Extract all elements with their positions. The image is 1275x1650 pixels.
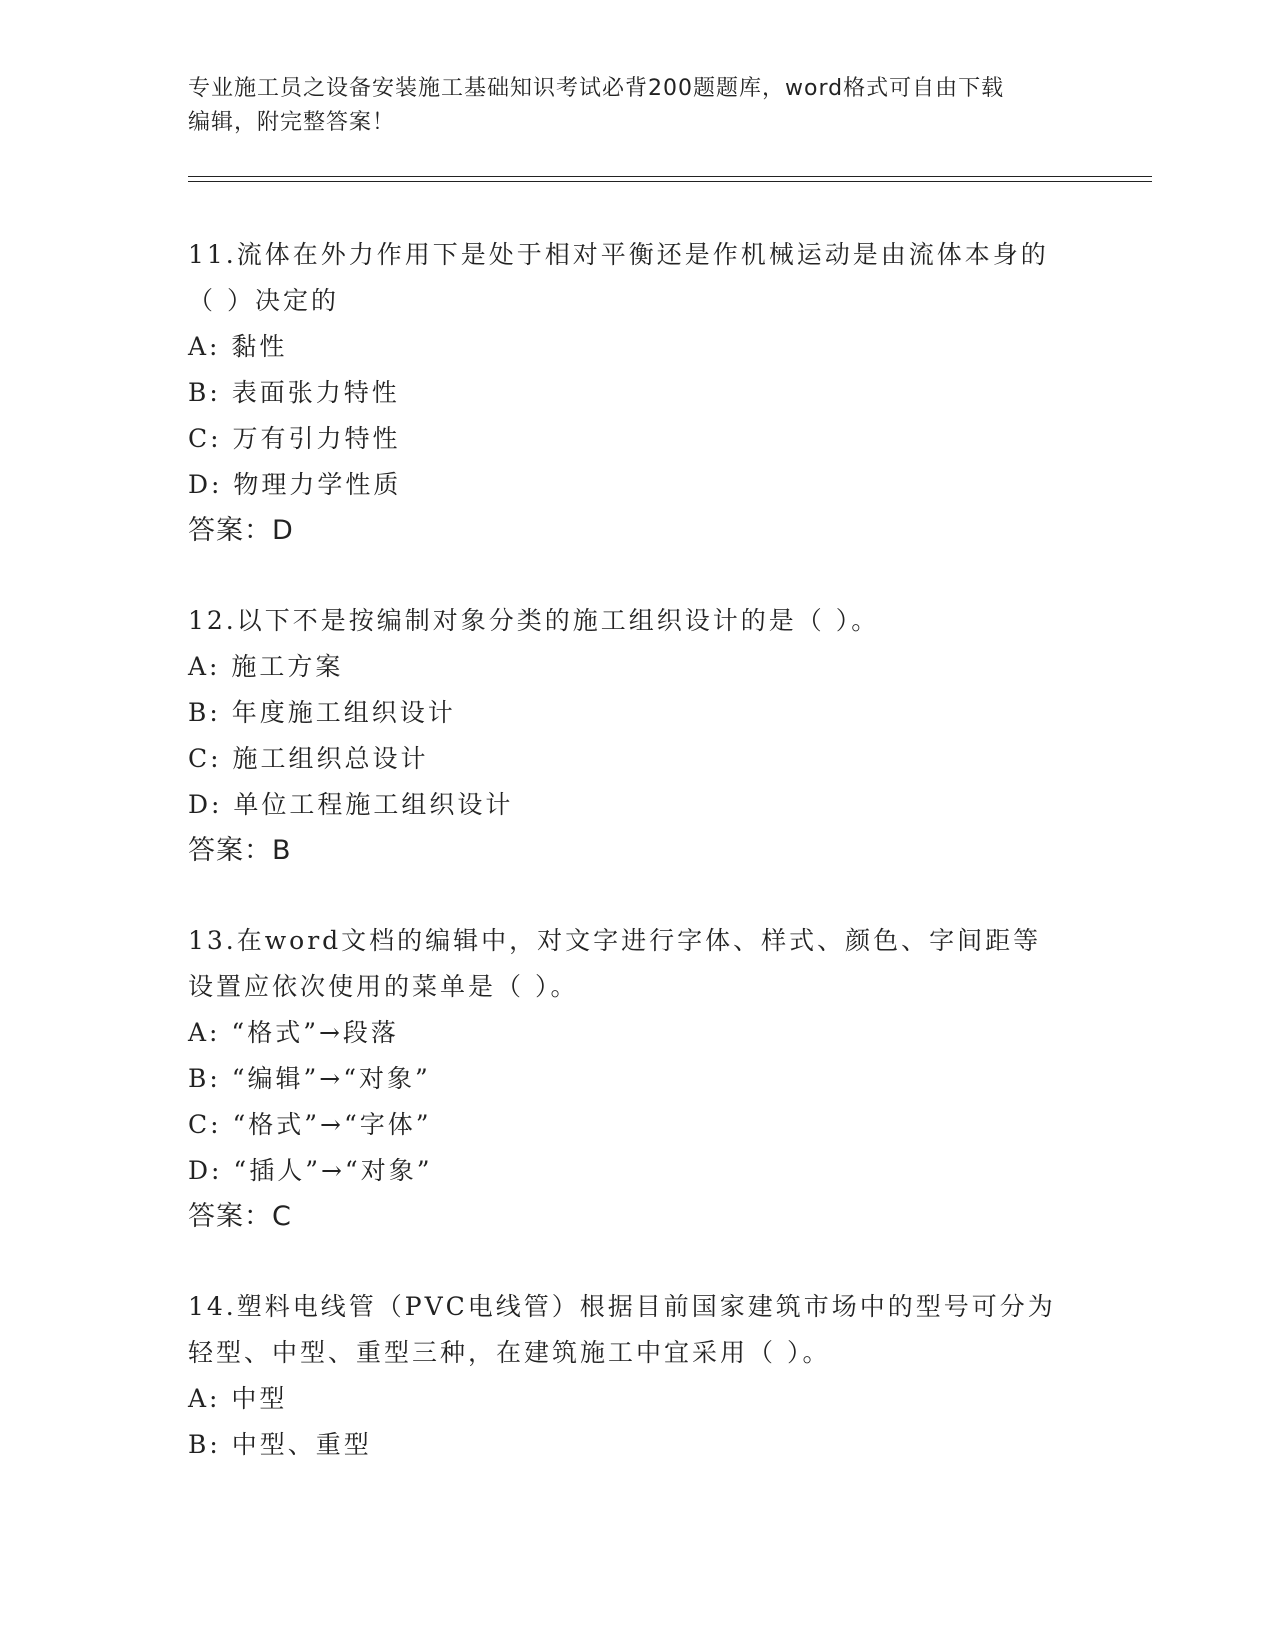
answer-option: D: 单位工程施工组织设计: [188, 790, 514, 819]
answer-key: 答案：D: [188, 515, 294, 546]
answer-option: C: “格式”→“字体”: [188, 1110, 432, 1139]
answer-option: D: 物理力学性质: [188, 470, 402, 499]
header-line-2: 编辑，附完整答案！: [188, 110, 396, 135]
question-12: [188, 598, 1088, 874]
answer-option: C: 万有引力特性: [188, 424, 401, 453]
question-text: 13.在word文档的编辑中，对文字进行字体、样式、颜色、字间距等: [188, 926, 1042, 955]
answer-option: A: “格式”→段落: [188, 1018, 399, 1047]
question-11: [188, 232, 1088, 554]
question-text: 11.流体在外力作用下是处于相对平衡还是作机械运动是由流体本身的: [188, 240, 1049, 269]
answer-option: C: 施工组织总设计: [188, 744, 429, 773]
question-text: （ ）决定的: [188, 286, 339, 315]
question-text: 轻型、中型、重型三种，在建筑施工中宜采用（ ）。: [188, 1338, 831, 1367]
question-13: [188, 918, 1088, 1240]
answer-key: 答案：B: [188, 835, 292, 866]
answer-option: A: 中型: [188, 1384, 288, 1413]
answer-option: A: 黏性: [188, 332, 288, 361]
answer-key: 答案：C: [188, 1201, 292, 1232]
question-14: [188, 1284, 1088, 1468]
answer-option: B: 中型、重型: [188, 1430, 372, 1459]
header-divider-top: [188, 176, 1152, 177]
question-text: 设置应依次使用的菜单是（ ）。: [188, 972, 579, 1001]
question-list: [188, 232, 1088, 1512]
answer-option: B: “编辑”→“对象”: [188, 1064, 431, 1093]
question-text: 14.塑料电线管（PVC电线管）根据目前国家建筑市场中的型号可分为: [188, 1292, 1056, 1321]
answer-option: A: 施工方案: [188, 652, 344, 681]
document-header: [188, 72, 1088, 140]
header-divider-bottom: [188, 181, 1152, 182]
header-line-1: 专业施工员之设备安装施工基础知识考试必背200题题库，word格式可自由下载: [188, 76, 1005, 101]
answer-option: B: 年度施工组织设计: [188, 698, 456, 727]
answer-option: B: 表面张力特性: [188, 378, 400, 407]
question-text: 12.以下不是按编制对象分类的施工组织设计的是（ ）。: [188, 606, 880, 635]
answer-option: D: “插人”→“对象”: [188, 1156, 433, 1185]
